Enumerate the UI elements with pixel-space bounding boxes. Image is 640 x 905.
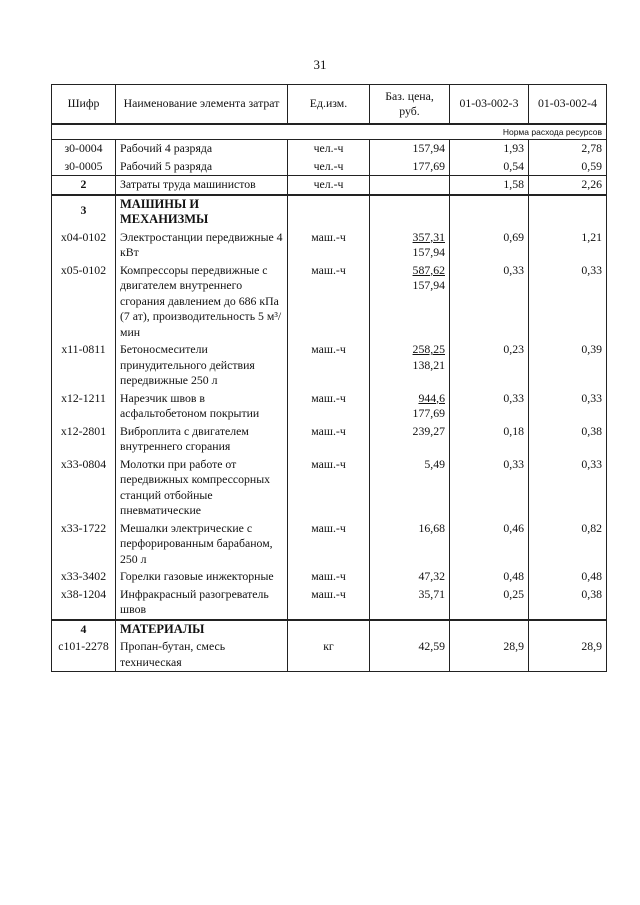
table-row (52, 176, 607, 195)
row-name: Бетоносмесители принудительного действия передвижные 250 л (116, 341, 288, 390)
row-price: 16,68 (370, 520, 450, 569)
row-code: х12-1211 (52, 390, 116, 423)
row-code: х33-1722 (52, 520, 116, 569)
row-norm-1: 28,9 (450, 638, 529, 672)
row-norm-1: 0,33 (450, 390, 529, 423)
header-code: Шифр (52, 85, 116, 125)
header-name: Наименование элемента затрат (116, 85, 288, 125)
row-unit: маш.-ч (288, 568, 370, 586)
row-price-cell (370, 262, 450, 342)
row-price-cell (370, 390, 450, 423)
row-name: Рабочий 5 разряда (116, 158, 288, 176)
header-col2: 01-03-002-4 (529, 85, 607, 125)
row-price: 5,49 (370, 456, 450, 520)
section-title: МАШИНЫ И МЕХАНИЗМЫ (116, 195, 288, 229)
row-unit: маш.-ч (288, 229, 370, 262)
table-row (52, 423, 607, 456)
table-row (52, 262, 607, 342)
row-price-secondary: 157,94 (412, 278, 445, 292)
row-unit: маш.-ч (288, 520, 370, 569)
header-col1: 01-03-002-3 (450, 85, 529, 125)
table-header-row (52, 85, 607, 125)
row-norm-1: 1,58 (450, 176, 529, 195)
table-row (52, 229, 607, 262)
row-name: Рабочий 4 разряда (116, 140, 288, 158)
row-unit: кг (288, 638, 370, 672)
section-title: МАТЕРИАЛЫ (116, 620, 288, 639)
row-name: Пропан-бутан, смесь техническая (116, 638, 288, 672)
header-unit: Ед.изм. (288, 85, 370, 125)
row-price: 944,6 (418, 390, 445, 405)
row-unit: чел.-ч (288, 140, 370, 158)
section-number: 3 (52, 195, 116, 229)
row-norm-1: 0,54 (450, 158, 529, 176)
row-price-cell (370, 341, 450, 390)
row-name: Мешалки электрические с перфорированным барабаном, 250 л (116, 520, 288, 569)
row-price-secondary: 177,69 (412, 406, 445, 420)
table-row (52, 638, 607, 672)
row-code: 2 (52, 176, 116, 195)
row-price-cell (370, 229, 450, 262)
row-price: 35,71 (370, 586, 450, 620)
row-code: х04-0102 (52, 229, 116, 262)
row-unit: маш.-ч (288, 423, 370, 456)
row-name: Инфракрасный разогреватель швов (116, 586, 288, 620)
row-price: 157,94 (370, 140, 450, 158)
row-code: х05-0102 (52, 262, 116, 342)
row-code: х12-2801 (52, 423, 116, 456)
row-name: Компрессоры передвижные с двигателем внутреннего сгорания давлением до 686 кПа (7 ат), производительность 5 м³/мин (116, 262, 288, 342)
row-code: с101-2278 (52, 638, 116, 672)
row-unit: маш.-ч (288, 341, 370, 390)
row-code: х11-0811 (52, 341, 116, 390)
table-row (52, 158, 607, 176)
row-norm-1: 0,33 (450, 262, 529, 342)
row-name: Электростанции передвижные 4 кВт (116, 229, 288, 262)
row-norm-1: 0,33 (450, 456, 529, 520)
row-code: х38-1204 (52, 586, 116, 620)
row-unit: маш.-ч (288, 586, 370, 620)
table-row (52, 568, 607, 586)
row-name: Молотки при работе от передвижных компрессорных станций отбойные пневматические (116, 456, 288, 520)
row-norm-2: 28,9 (529, 638, 607, 672)
row-unit: чел.-ч (288, 176, 370, 195)
row-price: 47,32 (370, 568, 450, 586)
header-price: Баз. цена, руб. (370, 85, 450, 125)
section-number: 4 (52, 620, 116, 639)
row-norm-2: 0,33 (529, 390, 607, 423)
table-row (52, 140, 607, 158)
table-row (52, 586, 607, 620)
row-norm-2: 0,38 (529, 586, 607, 620)
resource-norm-table (51, 84, 607, 672)
table-row (52, 390, 607, 423)
row-norm-2: 0,33 (529, 262, 607, 342)
row-code: з0-0004 (52, 140, 116, 158)
row-norm-2: 0,48 (529, 568, 607, 586)
row-price: 357,31 (412, 229, 445, 244)
page-number: 31 (313, 57, 327, 72)
row-name: Затраты труда машинистов (116, 176, 288, 195)
table-row (52, 341, 607, 390)
row-price-secondary: 138,21 (412, 357, 445, 372)
subheader-label: Норма расхода ресурсов (52, 124, 607, 140)
row-norm-1: 1,93 (450, 140, 529, 158)
row-price: 587,62 (412, 262, 445, 277)
row-name: Горелки газовые инжекторные (116, 568, 288, 586)
row-norm-2: 1,21 (529, 229, 607, 262)
row-norm-2: 2,26 (529, 176, 607, 195)
section-row (52, 620, 607, 639)
row-unit: маш.-ч (288, 390, 370, 423)
row-price: 258,25 (412, 342, 445, 356)
row-norm-2: 0,59 (529, 158, 607, 176)
row-price: 239,27 (370, 423, 450, 456)
row-unit: маш.-ч (288, 456, 370, 520)
row-norm-1: 0,23 (450, 341, 529, 390)
row-price: 42,59 (370, 638, 450, 672)
row-norm-2: 0,38 (529, 423, 607, 456)
row-norm-2: 0,33 (529, 456, 607, 520)
row-price (370, 176, 450, 195)
row-price-secondary: 157,94 (412, 245, 445, 259)
row-norm-1: 0,48 (450, 568, 529, 586)
row-code: з0-0005 (52, 158, 116, 176)
subheader-row (52, 124, 607, 140)
row-unit: маш.-ч (288, 262, 370, 342)
row-norm-1: 0,18 (450, 423, 529, 456)
row-norm-1: 0,69 (450, 229, 529, 262)
section-row (52, 195, 607, 229)
row-unit: чел.-ч (288, 158, 370, 176)
row-price: 177,69 (370, 158, 450, 176)
row-code: х33-3402 (52, 568, 116, 586)
row-norm-1: 0,46 (450, 520, 529, 569)
row-name: Виброплита с двигателем внутреннего сгорания (116, 423, 288, 456)
row-name: Нарезчик швов в асфальтобетоном покрытии (116, 390, 288, 423)
table-row (52, 520, 607, 569)
row-norm-2: 0,39 (529, 341, 607, 390)
table-row (52, 456, 607, 520)
row-code: х33-0804 (52, 456, 116, 520)
row-norm-2: 0,82 (529, 520, 607, 569)
row-norm-2: 2,78 (529, 140, 607, 158)
row-norm-1: 0,25 (450, 586, 529, 620)
